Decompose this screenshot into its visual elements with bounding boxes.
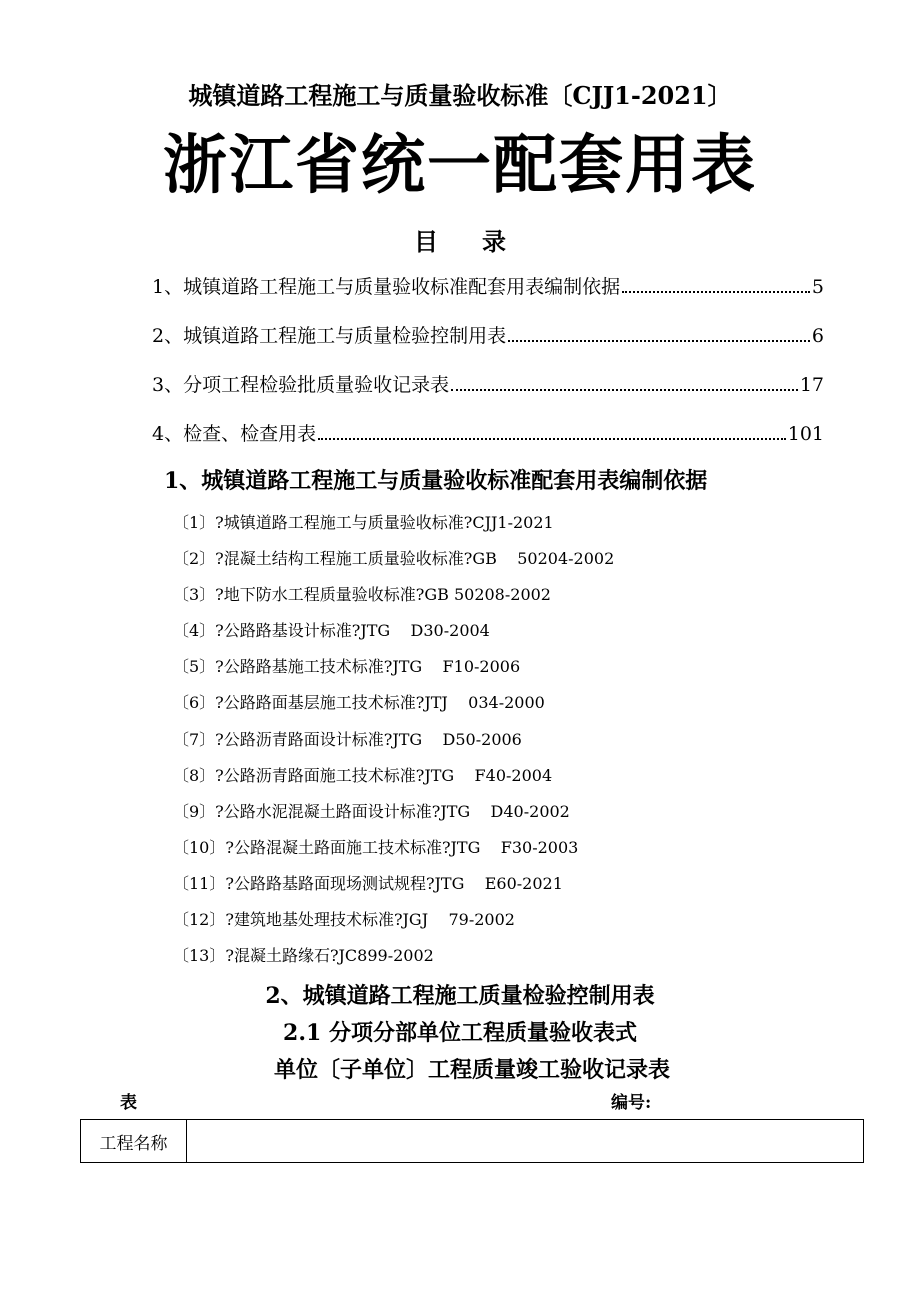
toc-entry-page: 17 <box>799 374 824 396</box>
toc-entry <box>152 370 824 397</box>
project-name-label: 工程名称 <box>81 1120 187 1162</box>
reference-item: 〔10〕?公路混凝土路面施工技术标准?JTG F30-2003 <box>173 838 579 857</box>
toc-entry <box>152 272 824 299</box>
table-title: 单位〔子单位〕工程质量竣工验收记录表 <box>273 1057 670 1083</box>
reference-item: 〔8〕?公路沥青路面施工技术标准?JTG F40-2004 <box>173 766 553 785</box>
reference-item: 〔13〕?混凝土路缘石?JC899-2002 <box>173 946 434 965</box>
toc-entry-label: 2、城镇道路工程施工与质量检验控制用表 <box>152 325 507 347</box>
section-1-heading: 1、城镇道路工程施工与质量验收标准配套用表编制依据 <box>164 468 708 494</box>
toc-entry-page: 101 <box>787 423 824 445</box>
toc-entry-label: 3、分项工程检验批质量验收记录表 <box>152 374 450 396</box>
reference-item: 〔4〕?公路路基设计标准?JTG D30-2004 <box>173 621 490 640</box>
document-subtitle: 城镇道路工程施工与质量验收标准〔CJJ1-2021〕 <box>188 81 732 110</box>
toc-entry-label: 4、检查、检查用表 <box>152 423 317 445</box>
number-label: 编号: <box>611 1093 652 1113</box>
reference-item: 〔9〕?公路水泥混凝土路面设计标准?JTG D40-2002 <box>173 802 570 821</box>
reference-item: 〔7〕?公路沥青路面设计标准?JTG D50-2006 <box>173 730 522 749</box>
toc-entry <box>152 419 824 446</box>
toc-entry <box>152 321 824 348</box>
project-name-value[interactable] <box>187 1120 863 1162</box>
reference-item: 〔12〕?建筑地基处理技术标准?JGJ 79-2002 <box>173 910 515 929</box>
reference-item: 〔11〕?公路路基路面现场测试规程?JTG E60-2021 <box>173 874 563 893</box>
toc-heading: 目录 <box>414 227 550 256</box>
acceptance-record-table <box>80 1119 864 1163</box>
section-2-1-subheading: 2.1 分项分部单位工程质量验收表式 <box>283 1020 637 1046</box>
reference-item: 〔2〕?混凝土结构工程施工质量验收标准?GB 50204-2002 <box>173 549 615 568</box>
toc-entry-page: 6 <box>811 325 824 347</box>
section-2-heading: 2、城镇道路工程施工质量检验控制用表 <box>265 983 655 1009</box>
reference-item: 〔3〕?地下防水工程质量验收标准?GB 50208-2002 <box>173 585 551 604</box>
reference-item: 〔6〕?公路路面基层施工技术标准?JTJ 034-2000 <box>173 693 545 712</box>
toc-leader-dots <box>451 389 798 391</box>
reference-item: 〔1〕?城镇道路工程施工与质量验收标准?CJJ1-2021 <box>173 513 554 532</box>
reference-item: 〔5〕?公路路基施工技术标准?JTG F10-2006 <box>173 657 521 676</box>
toc-leader-dots <box>508 340 810 342</box>
table-label: 表 <box>120 1093 137 1113</box>
toc-entry-label: 1、城镇道路工程施工与质量验收标准配套用表编制依据 <box>152 276 621 298</box>
toc-entry-page: 5 <box>811 276 824 298</box>
toc-leader-dots <box>318 438 786 440</box>
document-main-title: 浙江省统一配套用表 <box>163 128 757 203</box>
toc-leader-dots <box>622 291 810 293</box>
